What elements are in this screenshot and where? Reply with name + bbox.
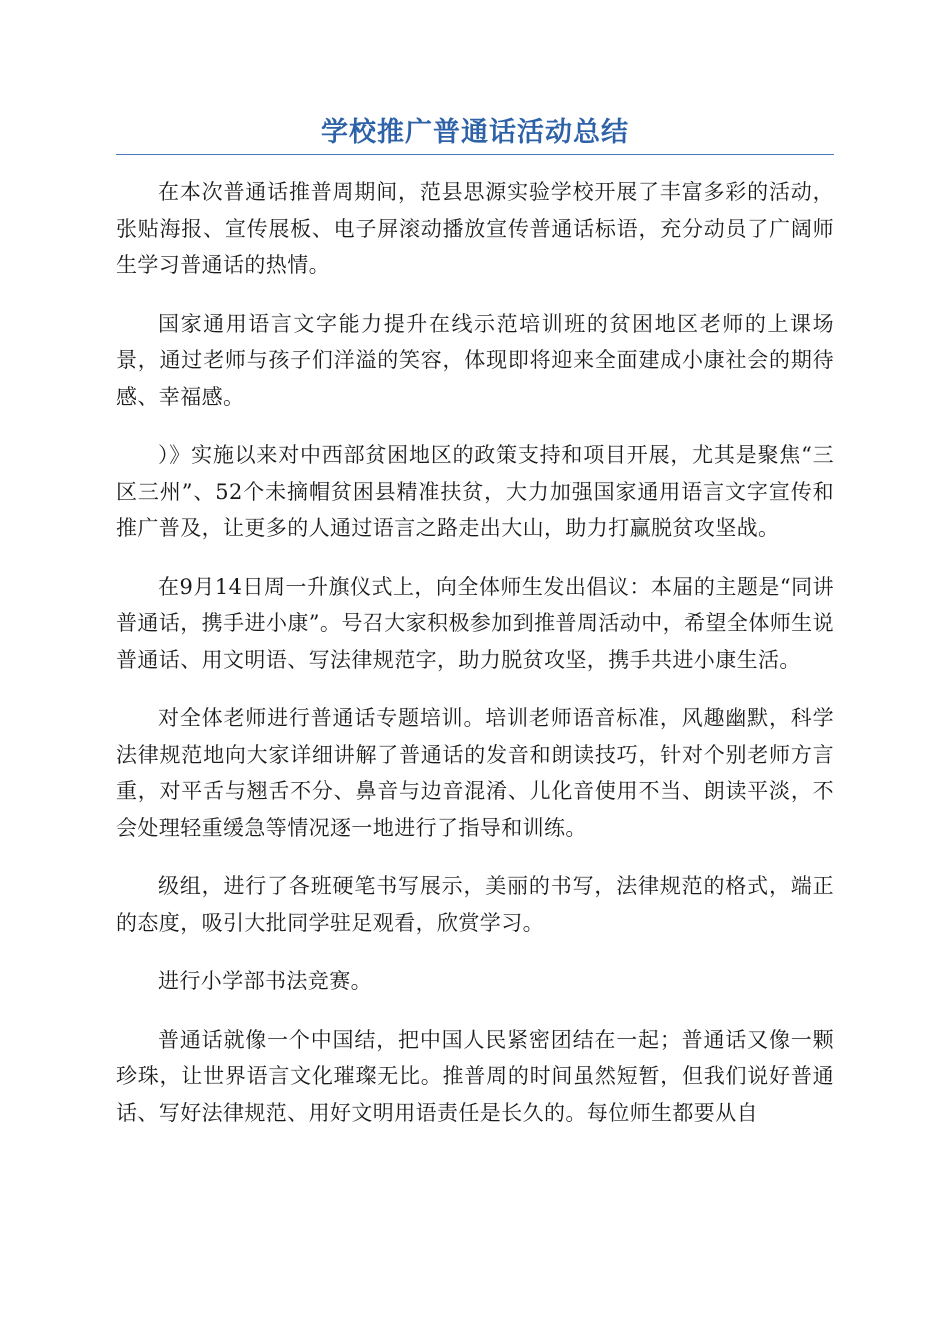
- paragraph-1: 在本次普通话推普周期间，范县思源实验学校开展了丰富多彩的活动，张贴海报、宣传展板、电子屏滚动播放宣传普通话标语，充分动员了广阔师生学习普通话的热情。: [116, 180, 834, 277]
- document-body: [116, 174, 834, 1153]
- paragraph-2: 国家通用语言文字能力提升在线示范培训班的贫困地区老师的上课场景，通过老师与孩子们洋溢的笑容，体现即将迎来全面建成小康社会的期待感、幸福感。: [116, 311, 834, 409]
- paragraph-6: 级组，进行了各班硬笔书写展示，美丽的书写，法律规范的格式，端正的态度，吸引大批同学驻足观看，欣赏学习。: [116, 874, 834, 935]
- paragraph-8: 普通话就像一个中国结，把中国人民紧密团结在一起；普通话又像一颗珍珠，让世界语言文化璀璨无比。推普周的时间虽然短暂，但我们说好普通话、写好法律规范、用好文明用语责任是长久的。每位师生都要从自: [116, 1027, 834, 1125]
- paragraph-4: 在9月14日周一升旗仪式上，向全体师生发出倡议：本届的主题是“同讲普通话，携手进小康”。号召大家积极参加到推普周活动中，希望全体师生说普通话、用文明语、写法律规范字，助力脱贫攻坚，携手共进小康生活。: [116, 574, 834, 672]
- document-title: 学校推广普通话活动总结: [321, 117, 629, 148]
- paragraph-5: 对全体老师进行普通话专题培训。培训老师语音标准，风趣幽默，科学法律规范地向大家详细讲解了普通话的发音和朗读技巧，针对个别老师方言重，对平舌与翘舌不分、鼻音与边音混淆、儿化音使用不当、朗读平淡，不会处理轻重缓急等情况逐一地进行了指导和训练。: [116, 706, 834, 840]
- paragraph-3: ）》实施以来对中西部贫困地区的政策支持和项目开展，尤其是聚焦“三区三州”、52个未摘帽贫困县精准扶贫，大力加强国家通用语言文字宣传和推广普及，让更多的人通过语言之路走出大山，助力打赢脱贫攻坚战。: [116, 443, 834, 540]
- title-underline: [116, 154, 834, 155]
- paragraph-7: 进行小学部书法竞赛。: [158, 969, 372, 993]
